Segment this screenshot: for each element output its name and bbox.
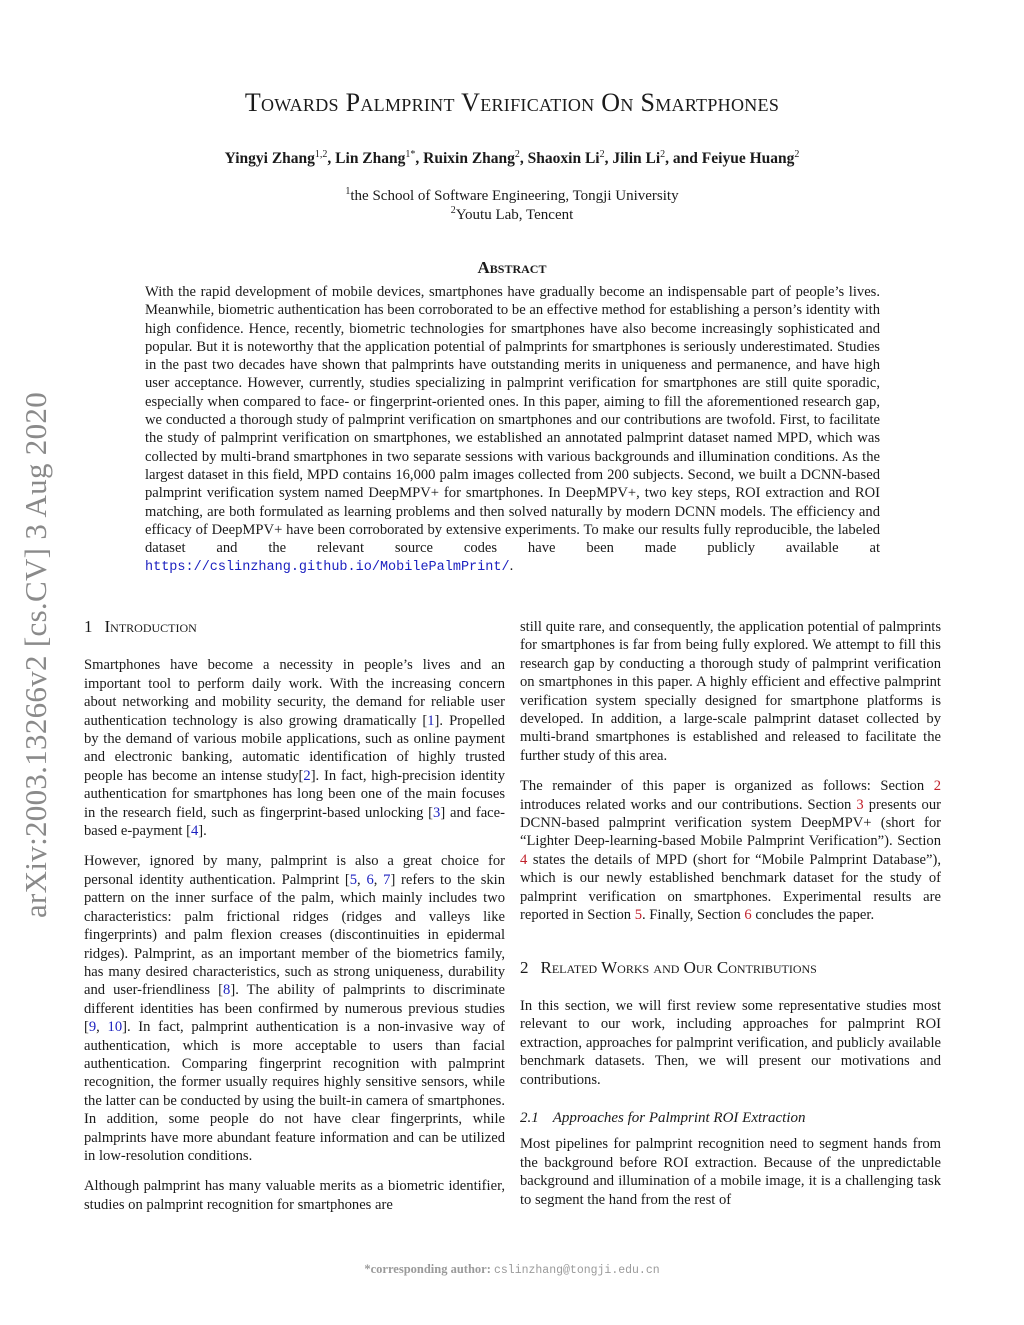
author-affiliation-marker: 2 [794, 149, 800, 160]
citation-link[interactable]: 4 [190, 823, 199, 840]
paragraph-text: presents our DCNN-based palmprint verification system DeepMPV+ (short for “Lighter Deep-learning-based Mobile Palmprint Verification”). Section [520, 796, 941, 850]
paragraph-text: Most pipelines for palmprint recognition need to segment hands from the background before ROI extraction. Because of the unpredictable background and illumination of a mobile image, it is a challenging task to segment the hand from the rest of [520, 1136, 941, 1208]
author-list [0, 149, 1024, 168]
paper-title: Towards Palmprint Verification On Smartphones [244, 88, 780, 117]
section-2-title: Related Works and Our Contributions [540, 957, 817, 977]
footnote-label: *corresponding author: [364, 1262, 491, 1276]
paragraph-text: concludes the paper. [751, 907, 875, 924]
citation-link[interactable]: 8 [223, 982, 231, 999]
paragraph-text: In this section, we will first review some representative studies most relevant to our work, including approaches for palmprint ROI extraction, approaches for palmprint verification, and publicly available benchmark datasets. Then, we will present our motivations and contributions. [520, 997, 941, 1088]
author-name: Feiyue Huang [701, 150, 795, 168]
citation-link[interactable]: 10 [107, 1019, 123, 1036]
section-ref-link[interactable]: 6 [744, 907, 752, 924]
author-affiliation-marker: 2 [660, 149, 666, 160]
citation-link[interactable]: 6 [366, 871, 374, 888]
abstract-heading: Abstract [477, 258, 547, 277]
section-ref-link[interactable]: 5 [634, 907, 642, 924]
citation-link[interactable]: 1 [427, 712, 435, 729]
intro-paragraph-2 [84, 852, 505, 1165]
paragraph-text: ]. The ability of palmprints to discriminate different identities has been confirmed by numerous previous studies [ [84, 982, 505, 1036]
section-1-title: Introduction [104, 617, 197, 636]
author-affiliation-marker: 2 [599, 149, 605, 160]
paragraph-text: However, ignored by many, palmprint is also a great choice for personal identity authentication. Palmprint [ [84, 853, 505, 888]
abstract-text: With the rapid development of mobile devices, smartphones have gradually become an indispensable part of people’s lives. Meanwhile, biometric authentication has been corroborated to be an effective method for establishing a person’s identity with high confidence. Hence, recently, biometric technologies for smartphones have also become increasingly sophisticated and popular. But it is noteworthy that the application potential of palmprints for smartphones is seriously underestimated. Studies in the past two decades have shown that palmprints have outstanding merits in uniqueness and permanence, and have high user acceptance. However, currently, studies specializing in palmprint verification for smartphones are still quite sporadic, especially when compared to face- or fingerprint-oriented ones. In this paper, aiming to fill the aforementioned research gap, we conducted a thorough study of palmprint verification on smartphones and our contributions are twofold. First, to facilitate the study of palmprint verification on smartphones, we established an annotated palmprint dataset named MPD, which was collected by multi-brand smartphones in two separate sessions with various backgrounds and illumination conditions. As the largest dataset in this field, MPD contains 16,000 palm images collected from 200 subjects. Second, we built a DCNN-based palmprint verification system named DeepMPV+ for smartphones. In DeepMPV+, two key steps, ROI extraction and ROI matching, are both formulated as learning problems and then solved naturally by modern DCNN models. The efficiency and efficacy of DeepMPV+ have been corroborated by extensive experiments. To make our results fully reproducible, the labeled dataset and the relevant source codes have been made publicly available at [145, 284, 880, 557]
paragraph-text: , [96, 1019, 108, 1036]
author-name: Yingyi Zhang [224, 150, 315, 168]
affiliation-1 [0, 186, 1024, 205]
footnote-corresponding-author [0, 1262, 1024, 1277]
paragraph-text: introduces related works and our contributions. Section [520, 796, 857, 813]
intro-paragraph-4 [520, 618, 941, 765]
author-name: Jilin Li [612, 150, 661, 168]
section-ref-link[interactable]: 2 [933, 778, 941, 795]
citation-link[interactable]: 5 [349, 871, 358, 888]
paragraph-text: . Finally, Section [642, 907, 745, 924]
intro-paragraph-5 [520, 777, 941, 924]
arxiv-id-text: arXiv:2003.13266v2 [cs.CV] 3 Aug 2020 [18, 391, 54, 919]
section-2-number: 2 [520, 957, 529, 977]
affiliation-1-text: the School of Software Engineering, Tongji University [350, 188, 679, 204]
citation-link[interactable]: 9 [88, 1019, 97, 1036]
subsection-2-1-heading [520, 1109, 941, 1127]
paragraph-text: Although palmprint has many valuable merits as a biometric identifier, studies on palmprint recognition for smartphones are [84, 1178, 505, 1213]
abstract-body [145, 283, 880, 578]
paragraph-text: ] refers to the skin pattern on the inner surface of the palm, which mainly includes two characteristics: palm frictional ridges (ridges and valleys like fingerprints) and palm flexion creases (discontinuities in epidermal ridges). Palmprint, as an important member of the biometrics family, has many desired characteristics, such as strong uniqueness, durability and user-friendliness [ [84, 871, 506, 999]
paragraph-text: ]. In fact, high-precision identity authentication for smartphones has long been one of the main focuses in the research field, such as fingerprint-based unlocking [ [84, 767, 505, 821]
subsection-2-1-number: 2.1 [520, 1109, 539, 1126]
author-separator: , [327, 150, 336, 168]
author-separator: , [519, 150, 528, 168]
paragraph-text: states the details of MPD (short for “Mobile Palmprint Database”), which is our newly established benchmark dataset for the study of palmprint verification on smartphones. Experimental results are reported in Section [520, 851, 941, 924]
paragraph-text: ]. [198, 823, 207, 840]
author-separator: , [415, 150, 424, 168]
paragraph-text: Smartphones have become a necessity in people’s lives and an important tool to perform daily work. With the increasing concern about networking and mobility security, the demand for reliable user authentication technology is also growing dramatically [ [84, 657, 505, 729]
corresponding-email[interactable]: cslinzhang@tongji.edu.cn [494, 1264, 660, 1277]
intro-paragraph-1 [84, 656, 505, 840]
citation-link[interactable]: 7 [383, 871, 391, 888]
subsection-2-1-title: Approaches for Palmprint ROI Extraction [552, 1109, 806, 1126]
related-paragraph-1 [520, 997, 941, 1089]
affiliation-2-marker: 2 [450, 205, 456, 216]
author-affiliation-marker: 2 [514, 149, 520, 160]
paragraph-text: still quite rare, and consequently, the application potential of palmprints for smartphones is far from being fully explored. We attempt to fill this research gap by conducting a thorough study of palmprint verification on smartphones in this paper. A highly efficient and effective palmprint verification system specially designed for smartphone platforms is developed. In addition, a large-scale palmprint dataset collected by multi-brand smartphones is established and released to facilitate the further study of this area. [520, 619, 941, 764]
project-url-link[interactable]: https://cslinzhang.github.io/MobilePalmPrint/ [145, 560, 510, 576]
affiliation-2-text: Youtu Lab, Tencent [455, 207, 574, 223]
paragraph-text: The remainder of this paper is organized as follows: Section [520, 778, 934, 795]
affiliation-2 [0, 205, 1024, 224]
section-2-heading [520, 959, 941, 977]
author-affiliation-marker: 1,2 [314, 149, 328, 160]
intro-paragraph-3 [84, 1177, 505, 1214]
author-separator: , [604, 150, 613, 168]
section-ref-link[interactable]: 3 [856, 796, 864, 813]
author-name: Lin Zhang [335, 150, 406, 168]
citation-link[interactable]: 3 [433, 804, 441, 821]
paragraph-text: ] and face-based e-payment [ [84, 804, 505, 840]
paragraph-text: ]. Propelled by the demand of various mobile applications, such as online payment and electronic banking, automatic identification of highly trusted people has become an intense study[ [84, 712, 505, 784]
section-ref-link[interactable]: 4 [520, 851, 528, 868]
affiliation-1-marker: 1 [345, 186, 351, 197]
author-affiliation-marker: 1* [405, 149, 416, 160]
section-1-heading [84, 618, 505, 636]
citation-link[interactable]: 2 [303, 767, 311, 784]
arxiv-sidebar-stamp [6, 350, 66, 960]
abstract-end: . [509, 558, 514, 575]
author-name: Shaoxin Li [527, 150, 600, 168]
paragraph-text: , [357, 871, 367, 888]
author-separator: , and [665, 150, 702, 168]
right-column [520, 618, 941, 1221]
paragraph-text: , [373, 871, 384, 888]
left-column [84, 618, 505, 1226]
roi-paragraph-1 [520, 1135, 941, 1209]
author-name: Ruixin Zhang [423, 150, 515, 168]
section-1-number: 1 [84, 617, 93, 636]
paragraph-text: ]. In fact, palmprint authentication is a non-invasive way of authentication, which is more acceptable to users than facial authentication. Comparing fingerprint recognition with palmprint recognition, the former usually requires highly sensitive sensors, while the latter can be conducted by using the built-in camera of smartphones. In addition, some people do not have clear fingerprints, while palmprints have more abundant feature information and can be utilized in low-resolution conditions. [84, 1019, 505, 1164]
